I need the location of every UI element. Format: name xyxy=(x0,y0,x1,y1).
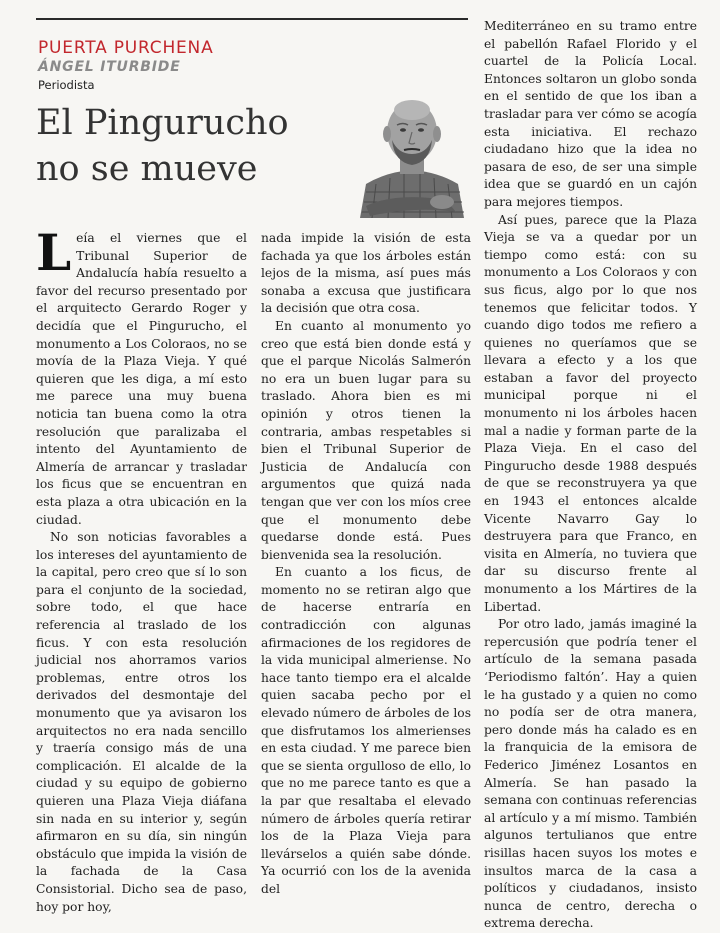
paragraph: Así pues, parece que la Plaza Vieja se va a quedar por un tiempo como está: con su monumento a Los Coloraos y con sus ficus, algo por lo que nos tenemos que felicitar todos. Y cuando digo todos me refiero a quienes no queríamos que se llevara a efecto y a los que estaban a favor del proyecto municipal porque ni el monumento ni los árboles hacen mal a nadie y forman parte de la Plaza Vieja. En el caso del Pingurucho desde 1988 después de que se reconstruyera ya que en 1943 el entonces alcalde Vicente Navarro Gay lo destruyera para que Franco, en visita en Almería, no tuviera que dar su discurso frente al monumento a los Mártires de la Libertad. xyxy=(484,212,697,614)
author-name: ÁNGEL ITURBIDE xyxy=(38,59,181,75)
author-photo xyxy=(356,88,468,218)
headline-line-1: El Pingurucho xyxy=(36,103,289,143)
paragraph: Por otro lado, jamás imaginé la repercusión que podría tener el artículo de la semana pasada ‘Periodismo faltón’. Hay a quien le ha gustado y a quien no como no podía ser de otra manera, pero donde más ha calado es en la franquicia de la emisora de Federico Jiménez Losantos en Almería. Se han pasado la semana con continuas referencias al artículo y a mí mismo. También algunos tertulianos que entre risillas hacen suyos los motes e insultos marca de la casa a políticos y ciudadanos, insisto nunca de centro, derecha o extrema derecha. xyxy=(484,617,697,931)
headline-line-2: no se mueve xyxy=(36,149,258,189)
header-rule xyxy=(36,18,468,20)
paragraph: Leía el viernes que el Tribunal Superior de Andalucía había resuelto a favor del recurso presentado por el arquitecto Gerardo Roger y decidía que el Pingurucho, el monumento a Los Coloraos, no se movía de la Plaza Vieja. Y qué quieren que les diga, a mí esto me parece una muy buena noticia tan buena como la otra resolución que paralizaba el intento del Ayuntamiento de Almería de arrancar y trasladar los ficus que se encuentran en esta plaza a otra ubicación en la ciudad. xyxy=(36,223,247,527)
paragraph: nada impide la visión de esta fachada ya que los árboles están lejos de la misma, así pues más sonaba a excusa que justificara la decisión que otra cosa. xyxy=(261,231,471,316)
paragraph: Mediterráneo en su tramo entre el pabellón Rafael Florido y el cuartel de la Policía Local. Entonces soltaron un globo sonda en el sentido de que los iban a trasladar para ver cómo se acogía esta iniciativa. El rechazo ciudadano hizo que la idea no pasara de eso, de ser una simple idea que se guardó en un cajón para mejores tiempos. xyxy=(484,19,697,209)
paragraph: No son noticias favorables a los intereses del ayuntamiento de la capital, pero creo que sí lo son para el conjunto de la sociedad, sobre todo, el que hace referencia al traslado de los ficus. Y con esta resolución judicial nos ahorramos varios problemas, entre otros los derivados del desmontaje del monumento que ya avisaron los arquitectos no era nada sencillo y traería consigo más de una complicación. El alcalde de la ciudad y su equipo de gobierno quieren una Plaza Vieja diáfana sin nada en su interior y, según afirmaron en su día, sin ningún obstáculo que impida la visión de la fachada de la Casa Consistorial. Dicho sea de paso, hoy por hoy, xyxy=(36,530,247,914)
paragraph: En cuanto a los ficus, de momento no se retiran algo que de hacerse entraría en contradicción con algunas afirmaciones de los regidores de la vida municipal almeriense. No hace tanto tiempo era el alcalde quien sacaba pecho por el elevado número de árboles de los que disfrutamos los almerienses en esta ciudad. Y me parece bien que se sienta orgulloso de ello, lo que no me parece tanto es que a la par que resaltaba el elevado número de árboles quería retirar los de la Plaza Vieja para llevárselos a quién sabe dónde. Ya ocurrió con los de la avenida del xyxy=(261,565,471,896)
section-title: PUERTA PURCHENA xyxy=(38,38,214,58)
drop-cap: L xyxy=(36,223,72,282)
article-column-2 xyxy=(261,230,471,896)
article-column-3 xyxy=(484,18,697,931)
headline xyxy=(36,100,356,192)
paragraph: En cuanto al monumento yo creo que está bien donde está y que el parque Nicolás Salmerón no era un buen lugar para su traslado. Ahora bien es mi opinión y otros tienen la contraria, ambas respetables si bien el Tribunal Superior de Justicia de Andalucía con argumentos que quizá nada tengan que ver con los míos cree que el monumento debe quedarse donde está. Pues bienvenida sea la resolución. xyxy=(261,318,471,562)
author-role: Periodista xyxy=(38,78,95,92)
article-column-1 xyxy=(36,223,247,914)
